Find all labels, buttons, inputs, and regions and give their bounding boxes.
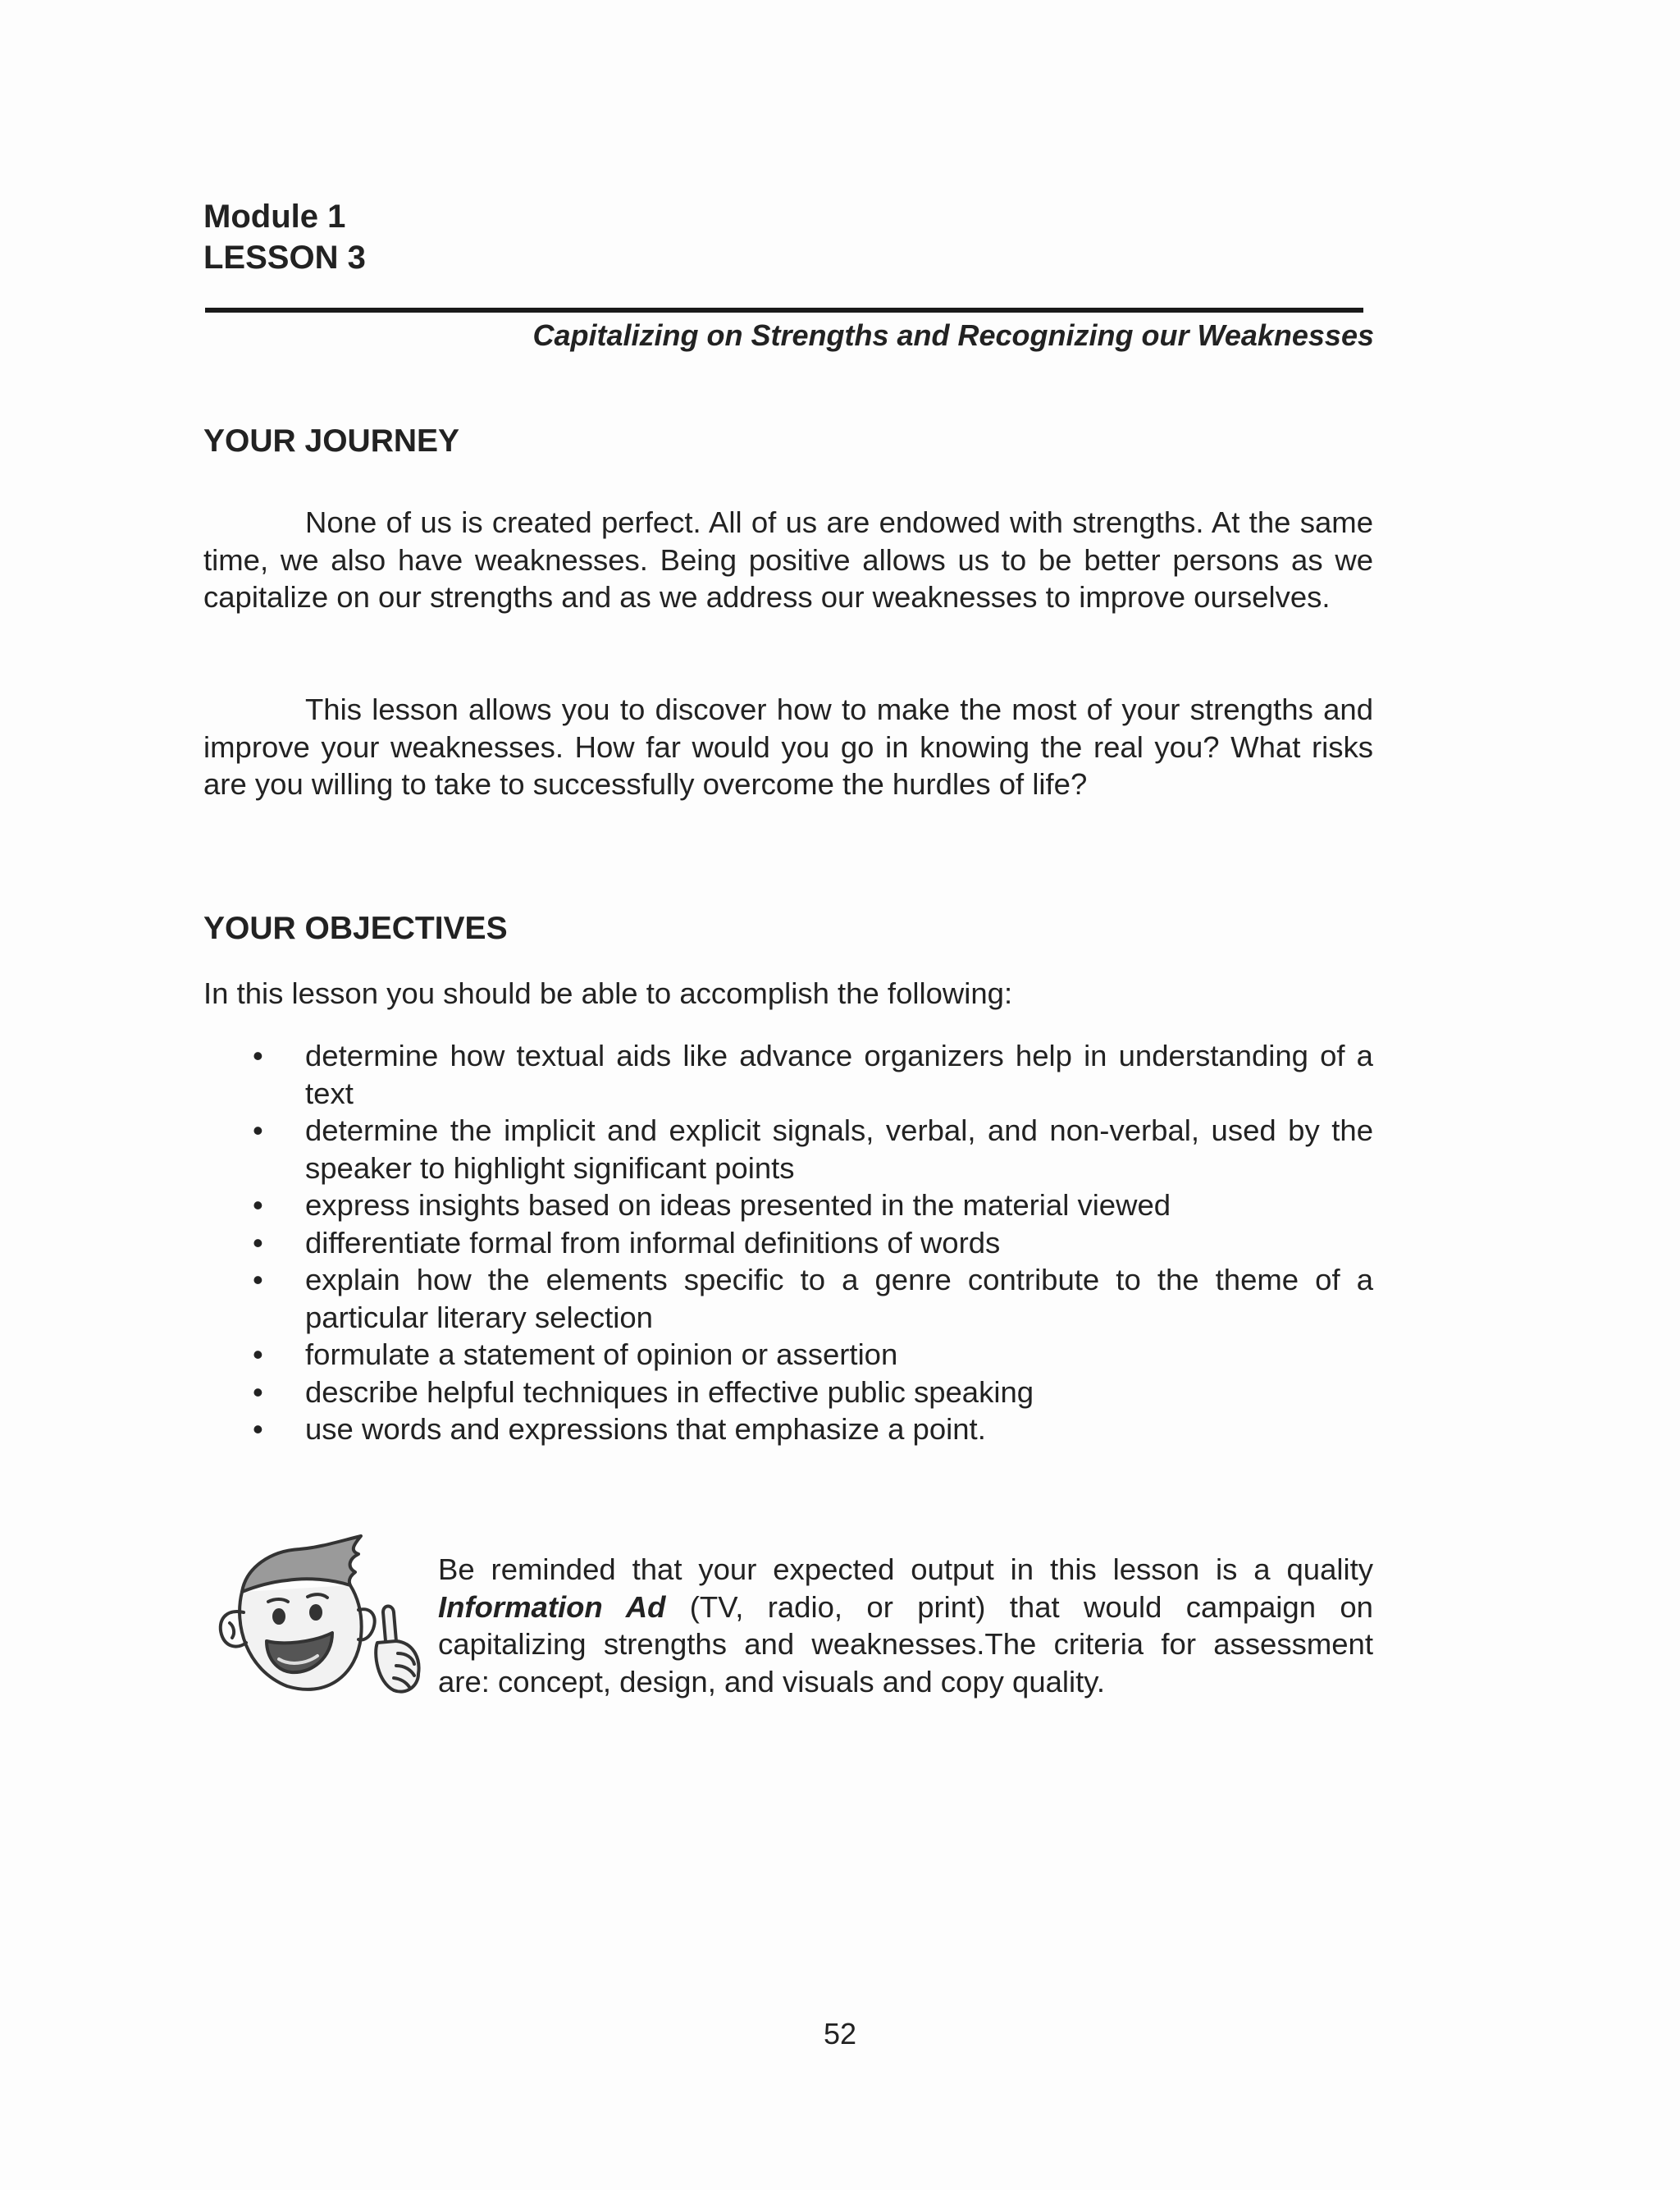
thumbs-up-boy-icon xyxy=(209,1534,424,1703)
journey-paragraph-1: None of us is created perfect. All of us are endowed with strengths. At the same time, we also have weaknesses. Being positive allows us to be better persons as we capitalize on our strengths and as we address our weaknesses to improve ourselves. xyxy=(203,505,1373,614)
list-item: • express insights based on ideas presented in the material viewed xyxy=(203,1186,1373,1224)
module-heading xyxy=(203,196,366,278)
list-item: • explain how the elements specific to a genre contribute to the theme of a particular literary selection xyxy=(203,1261,1373,1336)
title-rule xyxy=(205,308,1363,313)
lesson-label: LESSON 3 xyxy=(203,240,366,276)
list-item: • determine the implicit and explicit signals, verbal, and non-verbal, used by the speaker to highlight significant points xyxy=(203,1112,1373,1186)
module-label: Module 1 xyxy=(203,199,346,235)
list-item: • differentiate formal from informal definitions of words xyxy=(203,1224,1373,1262)
list-item: • formulate a statement of opinion or assertion xyxy=(203,1336,1373,1374)
objectives-heading: YOUR OBJECTIVES xyxy=(203,911,508,946)
journey-paragraph-2: This lesson allows you to discover how to make the most of your strengths and improve your weaknesses. How far would you go in knowing the real you? What risks are you willing to take to successfully overcome the hurdles of life? xyxy=(203,693,1373,801)
list-item: • use words and expressions that emphasize a point. xyxy=(203,1410,1373,1448)
page-number: 52 xyxy=(823,2017,857,2051)
reminder-text: Be reminded that your expected output in this lesson is a quality Information Ad (TV, radio, or print) that would campaign on capitalizing strengths and weaknesses.The criteria for assessment are: concept, design, and visuals and copy quality. xyxy=(438,1552,1373,1699)
journey-heading: YOUR JOURNEY xyxy=(203,423,460,459)
list-item: • describe helpful techniques in effective public speaking xyxy=(203,1374,1373,1411)
emphasis-text: Information Ad xyxy=(438,1589,666,1624)
list-item: • determine how textual aids like advance organizers help in understanding of a text xyxy=(203,1037,1373,1112)
objectives-intro: In this lesson you should be able to accomplish the following: xyxy=(203,976,1013,1010)
objectives-list xyxy=(203,1037,1373,1448)
lesson-subtitle: Capitalizing on Strengths and Recognizing our Weaknesses xyxy=(532,318,1374,352)
